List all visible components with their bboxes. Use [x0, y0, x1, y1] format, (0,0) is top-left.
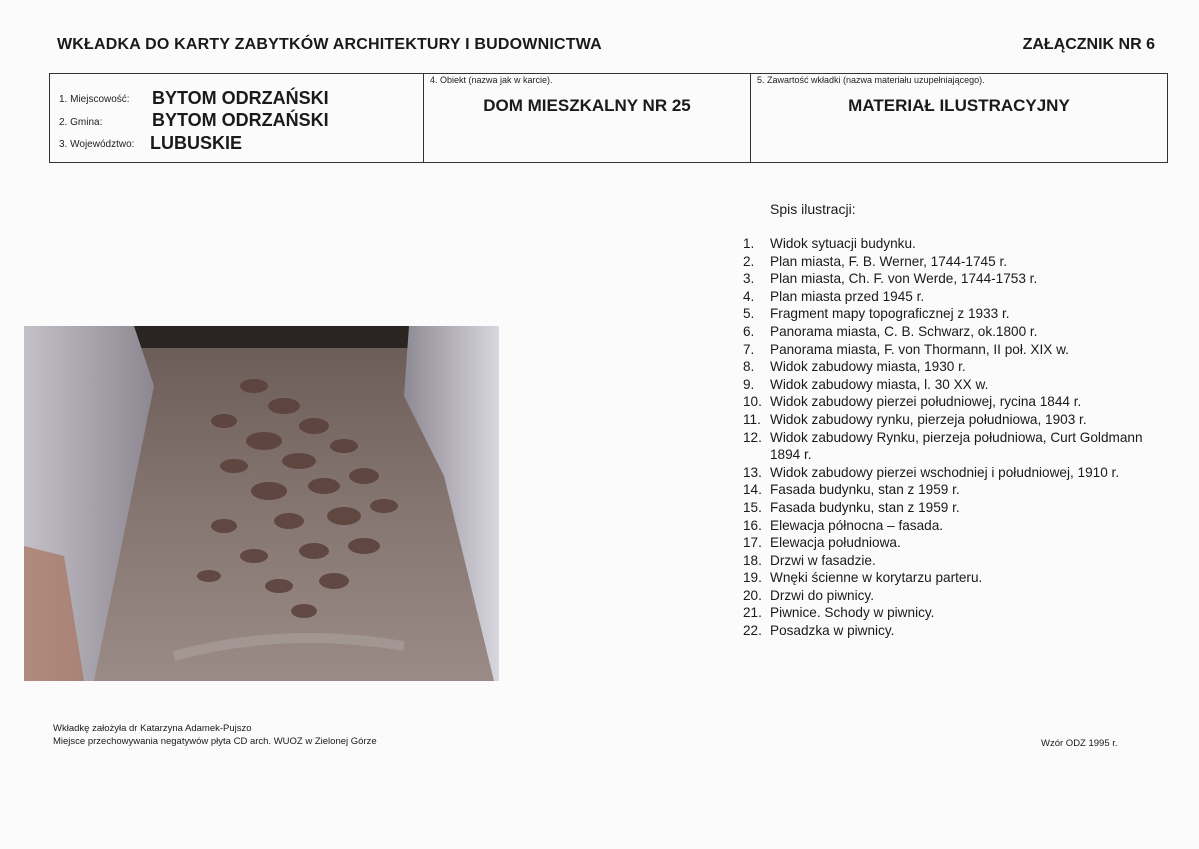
document-title: WKŁADKA DO KARTY ZABYTKÓW ARCHITEKTURY I BUDOWNICTWA — [57, 36, 602, 53]
list-item-text: Piwnice. Schody w piwnicy. — [770, 605, 935, 621]
illustrations-list — [743, 235, 1143, 640]
list-item-number: 13. — [743, 464, 762, 480]
list-item-text: Plan miasta przed 1945 r. — [770, 288, 925, 304]
voivodeship-label: 3. Województwo: — [59, 139, 135, 150]
content-cell — [751, 74, 1167, 162]
town-row — [59, 94, 130, 105]
list-item — [743, 552, 1143, 570]
list-item-number: 3. — [743, 271, 755, 287]
list-item-number: 22. — [743, 623, 762, 639]
list-item-text: Drzwi do piwnicy. — [770, 587, 874, 603]
list-item — [743, 534, 1143, 552]
list-item — [743, 235, 1143, 253]
list-item — [743, 358, 1143, 376]
list-item-text: Fragment mapy topograficznej z 1933 r. — [770, 306, 1010, 322]
list-item-text: Wnęki ścienne w korytarzu parteru. — [770, 570, 983, 586]
list-item-number: 5. — [743, 306, 755, 322]
illustrations-title: Spis ilustracji: — [770, 201, 856, 217]
info-box — [49, 73, 1168, 163]
list-item — [743, 393, 1143, 411]
list-item — [743, 622, 1143, 640]
list-item-text: Widok sytuacji budynku. — [770, 236, 916, 251]
list-item-text: Widok zabudowy miasta, 1930 r. — [770, 359, 966, 375]
list-item-number: 11. — [743, 411, 761, 427]
list-item-number: 21. — [743, 605, 762, 621]
list-item — [743, 288, 1143, 306]
list-item-number: 6. — [743, 323, 755, 339]
content-value: MATERIAŁ ILUSTRACYJNY — [848, 96, 1070, 115]
list-item — [743, 376, 1143, 394]
author-note: Wkładkę założyła dr Katarzyna Adamek-Pujszo — [53, 723, 252, 734]
list-item-number: 19. — [743, 570, 762, 586]
list-item-number: 18. — [743, 552, 762, 568]
list-item-text: Plan miasta, Ch. F. von Werde, 1744-1753 r. — [770, 271, 1038, 287]
list-item-number: 8. — [743, 359, 755, 375]
list-item-number: 20. — [743, 587, 762, 603]
list-item-number: 9. — [743, 376, 755, 392]
list-item-number: 15. — [743, 499, 762, 515]
object-cell — [424, 74, 751, 162]
list-item-number: 2. — [743, 253, 755, 269]
list-item-text: Drzwi w fasadzie. — [770, 552, 876, 568]
list-item — [743, 305, 1143, 323]
list-item-number: 17. — [743, 535, 762, 551]
list-item-text: Elewacja południowa. — [770, 535, 901, 551]
list-item-text: Panorama miasta, C. B. Schwarz, ok.1800 r. — [770, 323, 1038, 339]
list-item-text: Widok zabudowy miasta, l. 30 XX w. — [770, 376, 989, 392]
list-item-number: 16. — [743, 517, 762, 533]
list-item-text: Widok zabudowy rynku, pierzeja południowa, 1903 r. — [770, 411, 1087, 427]
voivodeship-value: LUBUSKIE — [150, 133, 243, 153]
list-item — [743, 323, 1143, 341]
list-item — [743, 429, 1143, 464]
list-item-text: Elewacja północna – fasada. — [770, 517, 944, 533]
list-item-number: 7. — [743, 341, 755, 357]
cellar-floor-photo — [24, 326, 499, 681]
list-item — [743, 253, 1143, 271]
list-item-number: 12. — [743, 429, 762, 445]
list-item — [743, 481, 1143, 499]
list-item — [743, 517, 1143, 535]
list-item — [743, 411, 1143, 429]
list-item-number: 10. — [743, 394, 762, 410]
list-item — [743, 341, 1143, 359]
list-item-text: Widok zabudowy pierzei wschodniej i południowej, 1910 r. — [770, 464, 1120, 480]
list-item — [743, 604, 1143, 622]
list-item — [743, 587, 1143, 605]
list-item — [743, 499, 1143, 517]
list-item-text: Panorama miasta, F. von Thormann, II poł. XIX w. — [770, 341, 1069, 357]
town-value: BYTOM ODRZAŃSKI — [152, 88, 329, 108]
list-item-text: Posadzka w piwnicy. — [770, 623, 895, 639]
location-cell — [50, 74, 424, 162]
list-item-number: 4. — [743, 288, 755, 304]
template-note: Wzór ODZ 1995 r. — [1041, 738, 1118, 749]
list-item-number: 14. — [743, 482, 762, 498]
storage-note: Miejsce przechowywania negatywów płyta CD arch. WUOZ w Zielonej Górze — [53, 736, 377, 747]
voivodeship-row — [59, 139, 134, 150]
list-item-text: Fasada budynku, stan z 1959 r. — [770, 482, 960, 498]
attachment-number: ZAŁĄCZNIK NR 6 — [1022, 36, 1155, 53]
list-item — [743, 464, 1143, 482]
list-item-text: Fasada budynku, stan z 1959 r. — [770, 499, 960, 515]
content-label: 5. Zawartość wkładki (nazwa materiału uzupełniającego). — [757, 75, 985, 85]
object-value: DOM MIESZKALNY NR 25 — [483, 96, 691, 115]
list-item-text: Widok zabudowy pierzei południowej, rycina 1844 r. — [770, 394, 1082, 410]
town-label: 1. Miejscowość: — [59, 94, 130, 105]
list-item-text: Plan miasta, F. B. Werner, 1744-1745 r. — [770, 253, 1008, 269]
footer-notes — [53, 722, 377, 748]
list-item-text: Widok zabudowy Rynku, pierzeja południowa, Curt Goldmann 1894 r. — [770, 429, 1143, 463]
list-item-number: 1. — [743, 236, 755, 251]
commune-label: 2. Gmina: — [59, 117, 103, 128]
commune-value: BYTOM ODRZAŃSKI — [152, 110, 329, 130]
object-label: 4. Obiekt (nazwa jak w karcie). — [430, 75, 553, 85]
list-item — [743, 270, 1143, 288]
list-item — [743, 569, 1143, 587]
commune-row — [59, 117, 102, 128]
